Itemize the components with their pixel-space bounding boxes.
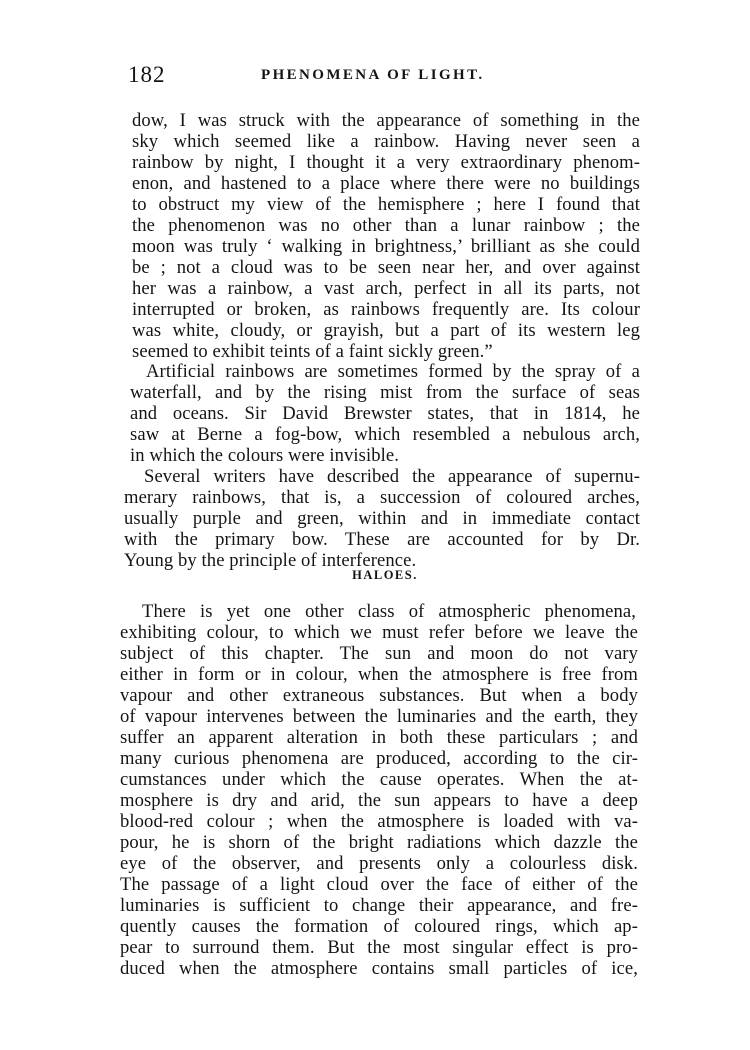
text-line: be ; not a cloud was to be seen near her, and over against bbox=[132, 257, 640, 278]
text-line: waterfall, and by the rising mist from the surface of seas bbox=[130, 382, 640, 403]
text-line: pour, he is shorn of the bright radiations which dazzle the bbox=[120, 832, 638, 853]
text-line: of vapour intervenes between the luminaries and the earth, they bbox=[120, 706, 638, 727]
text-line: interrupted or broken, as rainbows frequently are. Its colour bbox=[132, 299, 640, 320]
text-line: Several writers have described the appearance of supernu- bbox=[144, 466, 640, 487]
text-line: exhibiting colour, to which we must refer before we leave the bbox=[120, 622, 638, 643]
text-line: dow, I was struck with the appearance of something in the bbox=[132, 110, 640, 131]
text-line: Young by the principle of interference. bbox=[124, 550, 417, 571]
text-line: in which the colours were invisible. bbox=[130, 445, 400, 466]
text-line: rainbow by night, I thought it a very extraordinary phenom- bbox=[132, 152, 640, 173]
text-line: to obstruct my view of the hemisphere ; here I found that bbox=[132, 194, 640, 215]
text-line: saw at Berne a fog-bow, which resembled a nebulous arch, bbox=[130, 424, 640, 445]
text-line: and oceans. Sir David Brewster states, that in 1814, he bbox=[130, 403, 640, 424]
text-line: duced when the atmosphere contains small particles of ice, bbox=[120, 958, 638, 979]
text-line: eye of the observer, and presents only a colourless disk. bbox=[120, 853, 638, 874]
text-line: cumstances under which the cause operates. When the at- bbox=[120, 769, 638, 790]
text-line: subject of this chapter. The sun and moon do not vary bbox=[120, 643, 638, 664]
text-line: sky which seemed like a rainbow. Having never seen a bbox=[132, 131, 640, 152]
text-line: blood-red colour ; when the atmosphere is loaded with va- bbox=[120, 811, 638, 832]
section-heading: HALOES. bbox=[352, 568, 418, 582]
text-line: Artificial rainbows are sometimes formed by the spray of a bbox=[146, 361, 640, 382]
text-line: either in form or in colour, when the atmosphere is free from bbox=[120, 664, 638, 685]
text-line: moon was truly ‘ walking in brightness,’ brilliant as she could bbox=[132, 236, 640, 257]
text-line: was white, cloudy, or grayish, but a part of its western leg bbox=[132, 320, 640, 341]
text-line: pear to surround them. But the most singular effect is pro- bbox=[120, 937, 638, 958]
running-head bbox=[128, 62, 642, 92]
text-line: usually purple and green, within and in immediate contact bbox=[124, 508, 640, 529]
text-line: seemed to exhibit teints of a faint sickly green.” bbox=[132, 341, 493, 362]
text-line: mosphere is dry and arid, the sun appears to have a deep bbox=[120, 790, 638, 811]
text-line: There is yet one other class of atmospheric phenomena, bbox=[142, 601, 636, 622]
text-line: her was a rainbow, a vast arch, perfect in all its parts, not bbox=[132, 278, 640, 299]
page-number: 182 bbox=[128, 62, 166, 87]
text-line: vapour and other extraneous substances. But when a body bbox=[120, 685, 638, 706]
running-title: PHENOMENA OF LIGHT. bbox=[261, 67, 485, 83]
text-line: the phenomenon was no other than a lunar rainbow ; the bbox=[132, 215, 640, 236]
text-line: enon, and hastened to a place where there were no buildings bbox=[132, 173, 640, 194]
text-line: suffer an apparent alteration in both these particulars ; and bbox=[120, 727, 638, 748]
text-line: many curious phenomena are produced, according to the cir- bbox=[120, 748, 638, 769]
text-line: The passage of a light cloud over the face of either of the bbox=[120, 874, 638, 895]
text-line: merary rainbows, that is, a succession of coloured arches, bbox=[124, 487, 640, 508]
text-line: quently causes the formation of coloured rings, which ap- bbox=[120, 916, 638, 937]
text-line: luminaries is sufficient to change their appearance, and fre- bbox=[120, 895, 638, 916]
text-line: with the primary bow. These are accounted for by Dr. bbox=[124, 529, 640, 550]
